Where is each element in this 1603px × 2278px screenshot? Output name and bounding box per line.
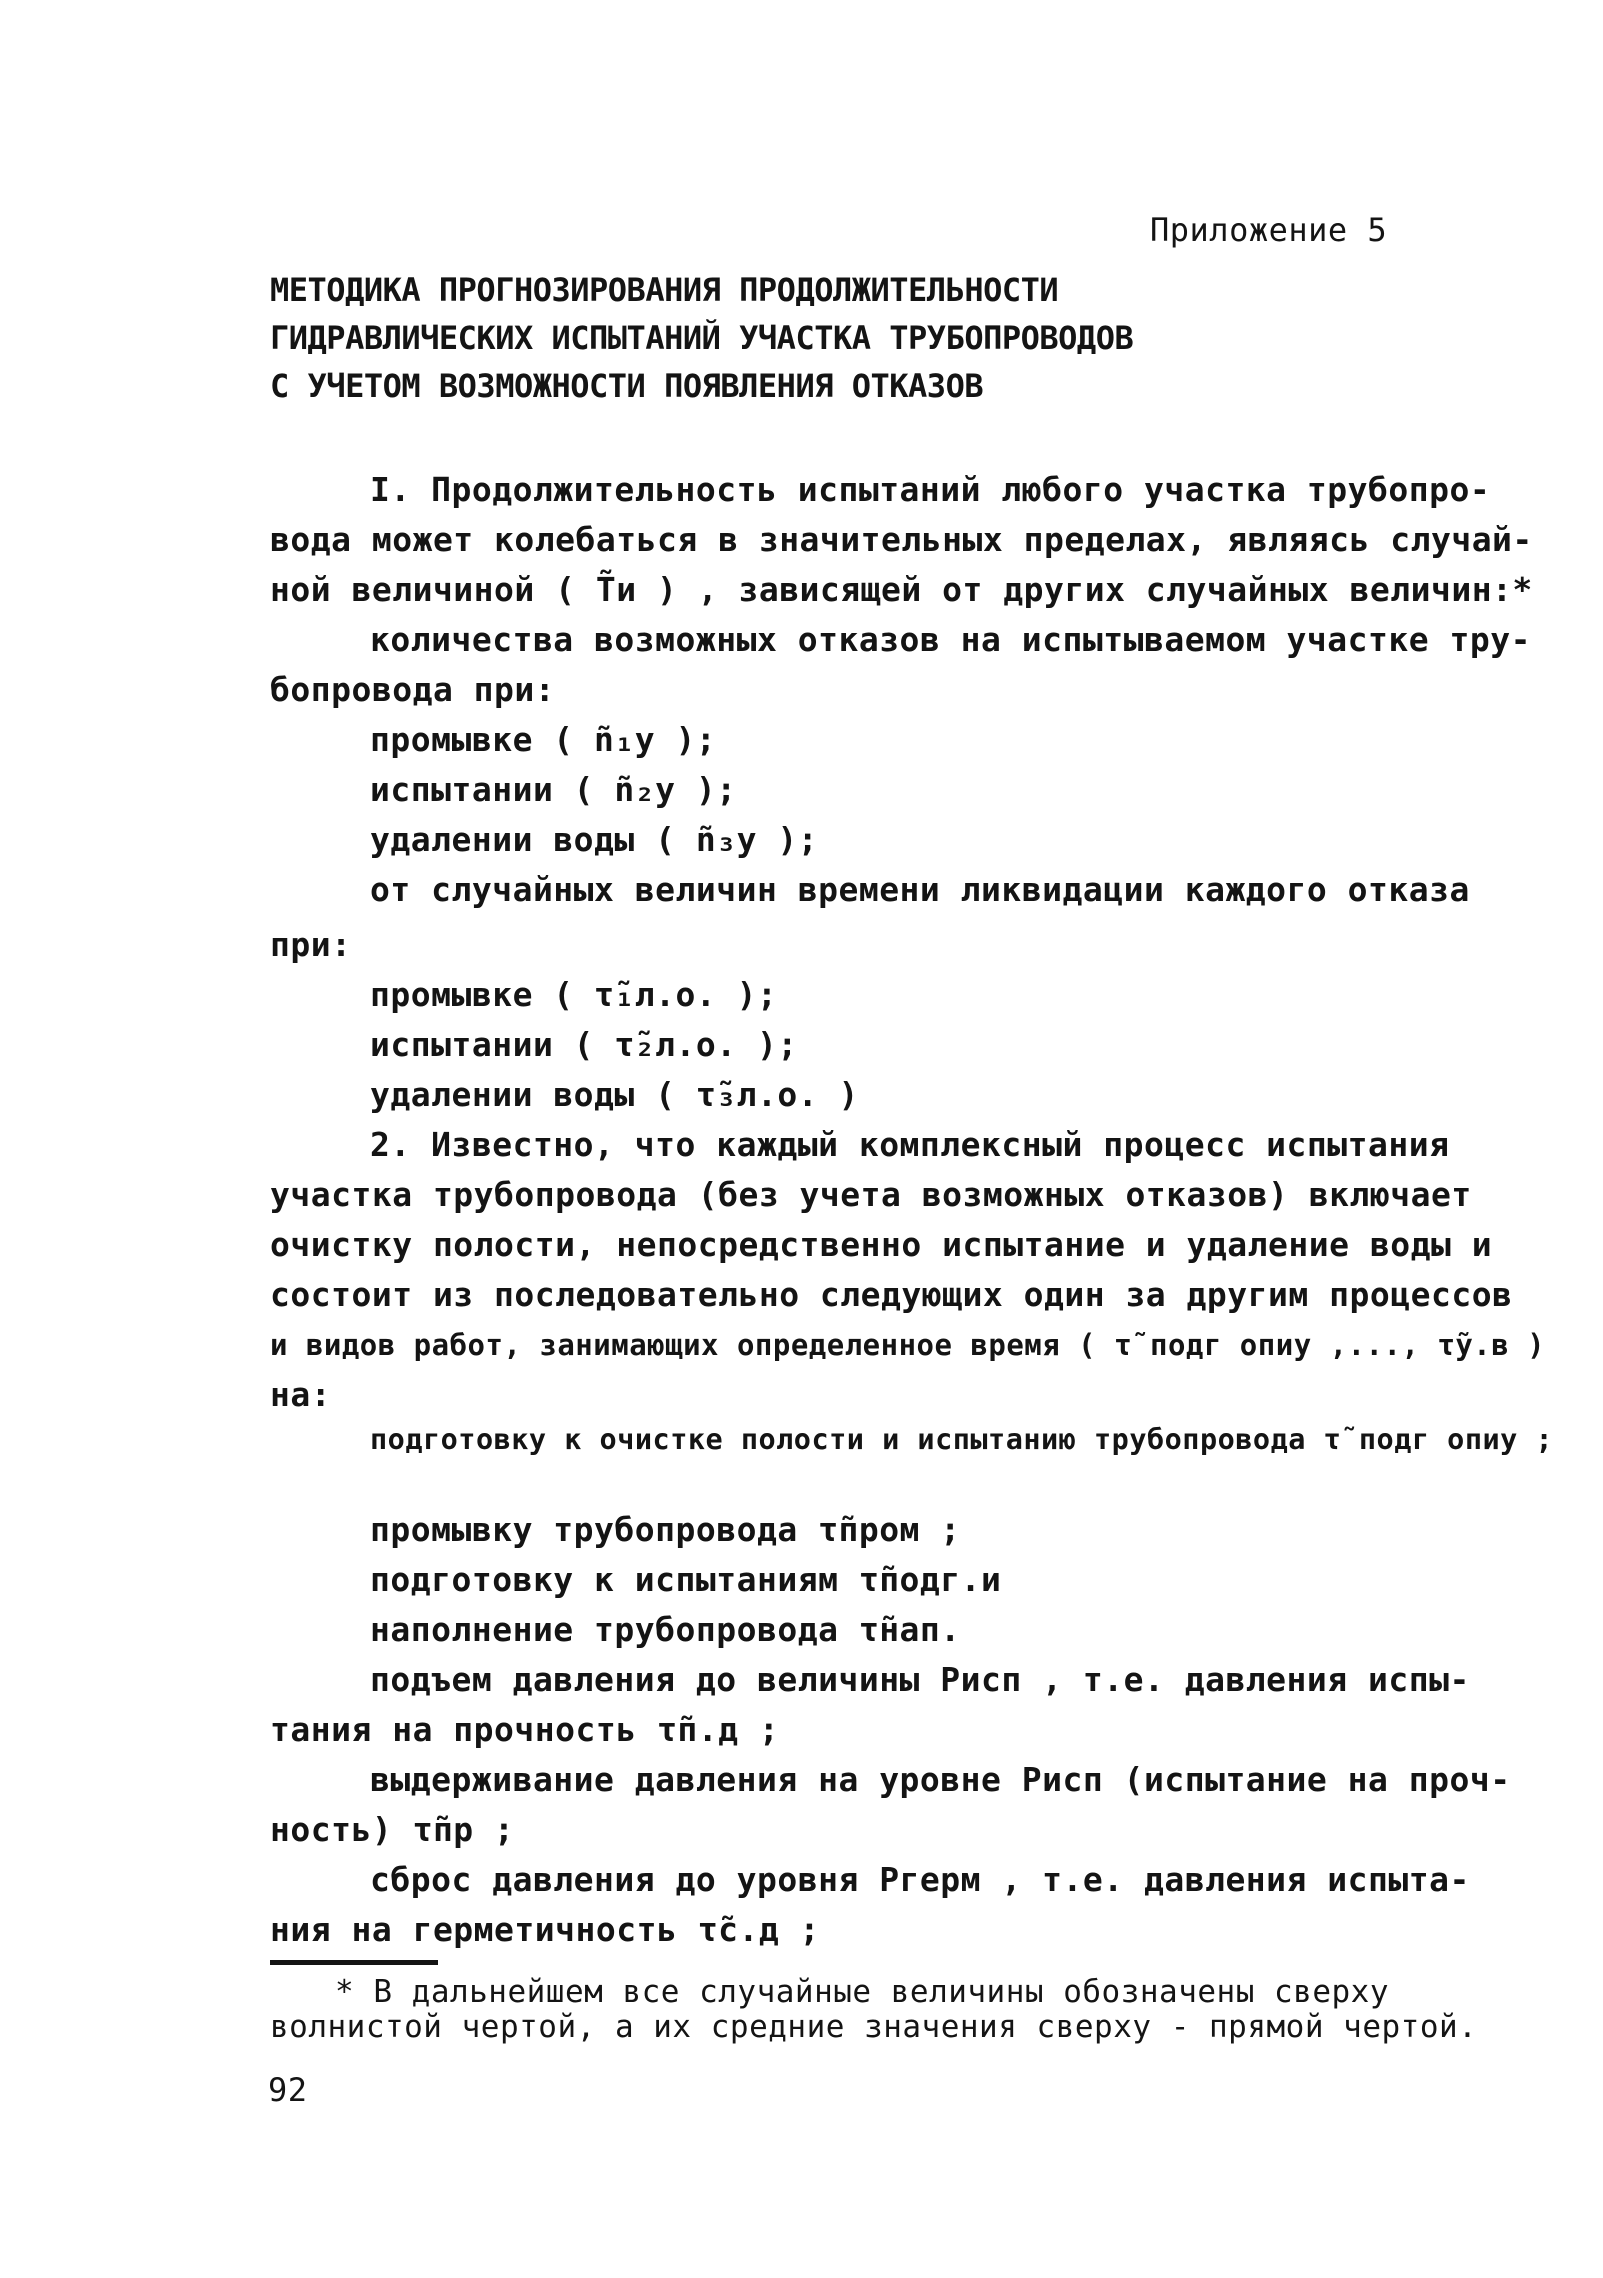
body-line: подготовку к очистке полости и испытанию трубопровода τ̃ подг опиу ;	[370, 1423, 1554, 1456]
footnote-line-2: волнистой чертой, а их средние значения сверху - прямой чертой.	[270, 2009, 1478, 2045]
page-number: 92	[268, 2071, 308, 2109]
body-line: вода может колебаться в значительных пределах, являясь случай-	[270, 520, 1533, 559]
body-line: состоит из последовательно следующих один за другим процессов	[270, 1275, 1513, 1314]
body-line: удалении воды ( τ̃₃л.о. )	[370, 1075, 859, 1114]
footnote-line-1: * В дальнейшем все случайные величины обозначены сверху	[335, 1974, 1389, 2010]
body-line: ния на герметичность τ̃с.д ;	[270, 1910, 820, 1949]
body-line: промывке ( τ̃₁л.о. );	[370, 975, 778, 1014]
body-line: очистку полости, непосредственно испытание и удаление воды и	[270, 1225, 1493, 1264]
body-line: ной величиной ( T̃и ) , зависящей от других случайных величин:*	[270, 570, 1533, 609]
body-line: промывку трубопровода τ̃пром ;	[370, 1510, 961, 1549]
body-line: сброс давления до уровня Pгерм , т.е. давления испыта-	[370, 1860, 1470, 1899]
body-line: от случайных величин времени ликвидации каждого отказа	[370, 870, 1470, 909]
body-line: испытании ( ñ₂у );	[370, 770, 737, 809]
body-line: подготовку к испытаниям τ̃подг.и	[370, 1560, 1002, 1599]
body-line: при:	[270, 925, 352, 964]
footnote-separator	[270, 1960, 438, 1965]
body-line: I. Продолжительность испытаний любого участка трубопро-	[370, 470, 1491, 509]
body-line: испытании ( τ̃₂л.о. );	[370, 1025, 798, 1064]
title-line-3: С УЧЕТОМ ВОЗМОЖНОСТИ ПОЯВЛЕНИЯ ОТКАЗОВ	[270, 367, 984, 405]
title-line-2: ГИДРАВЛИЧЕСКИХ ИСПЫТАНИЙ УЧАСТКА ТРУБОПРОВОДОВ	[270, 319, 1134, 357]
title-line-1: МЕТОДИКА ПРОГНОЗИРОВАНИЯ ПРОДОЛЖИТЕЛЬНОСТИ	[270, 271, 1059, 309]
body-line: участка трубопровода (без учета возможных отказов) включает	[270, 1175, 1472, 1214]
body-line: удалении воды ( ñ₃у );	[370, 820, 819, 859]
body-line: на:	[270, 1375, 332, 1414]
body-line: наполнение трубопровода τ̃нап.	[370, 1610, 961, 1649]
body-line: количества возможных отказов на испытываемом участке тру-	[370, 620, 1531, 659]
appendix-label: Приложение 5	[1150, 211, 1388, 249]
body-line: подъем давления до величины Pисп , т.е. давления испы-	[370, 1660, 1470, 1699]
body-line: тания на прочность τ̃п.д ;	[270, 1710, 780, 1749]
body-line: промывке ( ñ₁у );	[370, 720, 717, 759]
body-line: и видов работ, занимающих определенное время ( τ̃ подг опиу ,..., τ̃у.в )	[270, 1328, 1546, 1362]
body-line: выдерживание давления на уровне Pисп (испытание на проч-	[370, 1760, 1511, 1799]
body-line: 2. Известно, что каждый комплексный процесс испытания	[370, 1125, 1450, 1164]
body-line: бопровода при:	[270, 670, 556, 709]
body-line: ность) τ̃пр ;	[270, 1810, 515, 1849]
